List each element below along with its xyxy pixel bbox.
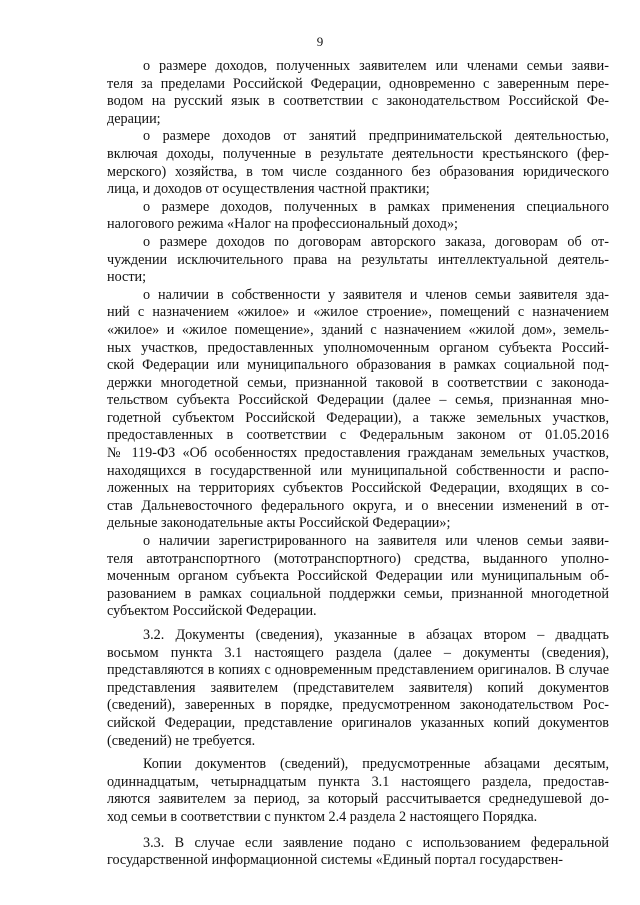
- text-line: представления заявителем (представителем заявителя) копий документов: [107, 679, 609, 696]
- text-line: ний с назначением «жилое» и «жилое строение», помещений с назначением: [107, 304, 609, 321]
- body-text: [107, 58, 609, 870]
- text-line: мерского) хозяйства, в том числе созданного без образования юридического: [107, 163, 609, 180]
- text-line: (сведений) не требуется.: [107, 732, 256, 749]
- paragraph: [107, 835, 609, 870]
- text-line: 3.3. В случае если заявление подано с использованием федеральной: [143, 834, 609, 851]
- text-line: о наличии зарегистрированного на заявителя или членов семьи заяви-: [143, 533, 609, 550]
- page-number: 9: [316, 34, 324, 49]
- text-line: о размере доходов, полученных заявителем или членами семьи заяви-: [143, 58, 609, 74]
- text-line: ных участков, предоставленных уполномоченным органом субъекта Россий-: [107, 339, 609, 356]
- text-line: теля автотранспортного (мототранспортного) средства, выданного уполно-: [107, 550, 609, 567]
- text-line: 3.2. Документы (сведения), указанные в абзацах втором – двадцать: [143, 627, 609, 643]
- text-line: находящихся в государственной или муниципальной собственности и распо-: [107, 462, 609, 479]
- text-line: № 119-ФЗ «Об особенностях предоставления гражданам земельных участков,: [107, 445, 609, 462]
- paragraph: [107, 234, 609, 287]
- paragraph: [107, 128, 609, 198]
- text-line: включая доходы, полученные в результате деятельности крестьянского (фер-: [107, 145, 609, 162]
- text-line: (сведений), заверенных в порядке, предусмотренном законодательством Рос-: [107, 697, 609, 714]
- text-line: восьмом пункта 3.1 настоящего раздела (далее – документы (сведения),: [107, 644, 609, 661]
- text-line: о размере доходов по договорам авторского заказа, договорам об от-: [143, 233, 609, 250]
- text-line: чуждении исключительного права на результаты интеллектуальной деятель-: [107, 251, 609, 268]
- text-line: «жилое» и «жилое помещение», зданий с назначением «жилой дом», земель-: [107, 321, 609, 338]
- paragraph: [107, 533, 609, 621]
- text-line: предоставленных в соответствии с Федеральным законом от 01.05.2016: [107, 427, 609, 444]
- paragraph: [107, 58, 609, 128]
- text-line: о размере доходов, полученных в рамках применения специального: [143, 198, 609, 215]
- text-line: ложенных на территориях субъектов Российской Федерации, входящих в со-: [107, 480, 609, 497]
- paragraph: [107, 199, 609, 234]
- text-line: став Дальневосточного федерального округа, и о внесении изменений в от-: [107, 497, 609, 514]
- text-line: дерации;: [107, 110, 161, 127]
- text-line: одиннадцатым, четырнадцатым пункта 3.1 настоящего раздела, предостав-: [107, 773, 609, 790]
- paragraph: [107, 287, 609, 533]
- text-line: разованием в рамках социальной поддержки семьи, признанной многодетной: [107, 585, 609, 602]
- text-line: ской Федерации или муниципального образования в рамках социальной под-: [107, 357, 609, 374]
- text-line: о наличии в собственности у заявителя и членов семьи заявителя зда-: [143, 286, 609, 303]
- text-line: сийской Федерации, представление оригиналов указанных копий документов: [107, 714, 609, 731]
- text-line: лица, и доходов от осуществления частной практики;: [107, 181, 430, 198]
- text-line: налогового режима «Налог на профессиональный доход»;: [107, 216, 458, 233]
- text-line: представляются в копиях с одновременным представлением оригиналов. В случае: [107, 662, 609, 679]
- text-line: Копии документов (сведений), предусмотренные абзацами десятым,: [143, 756, 609, 773]
- text-line: годетной субъектом Российской Федерации), а также земельных участков,: [107, 409, 609, 426]
- text-line: дельные законодательные акты Российской Федерации»;: [107, 515, 451, 532]
- text-line: моченным органом субъекта Российской Федерации или муниципальным об-: [107, 568, 609, 585]
- text-line: субъектом Российской Федерации.: [107, 603, 317, 620]
- text-line: государственной информационной системы «Единый портал государствен-: [107, 852, 564, 869]
- text-line: тельством субъекта Российской Федерации (далее – семья, признанная мно-: [107, 392, 609, 409]
- text-line: держки многодетной семьи, признанной таковой в соответствии с законода-: [107, 374, 609, 391]
- paragraph: [107, 756, 609, 826]
- text-line: ляются заявителем за период, за который рассчитывается среднедушевой до-: [107, 791, 609, 808]
- paragraph: [107, 627, 609, 750]
- text-line: ход семьи в соответствии с пунктом 2.4 раздела 2 настоящего Порядка.: [107, 808, 538, 825]
- text-line: теля за пределами Российской Федерации, одновременно с заверенным пере-: [107, 75, 609, 92]
- text-line: водом на русский язык в соответствии с законодательством Российской Фе-: [107, 93, 609, 110]
- text-line: о размере доходов от занятий предпринимательской деятельностью,: [143, 128, 609, 145]
- text-line: ности;: [107, 269, 147, 286]
